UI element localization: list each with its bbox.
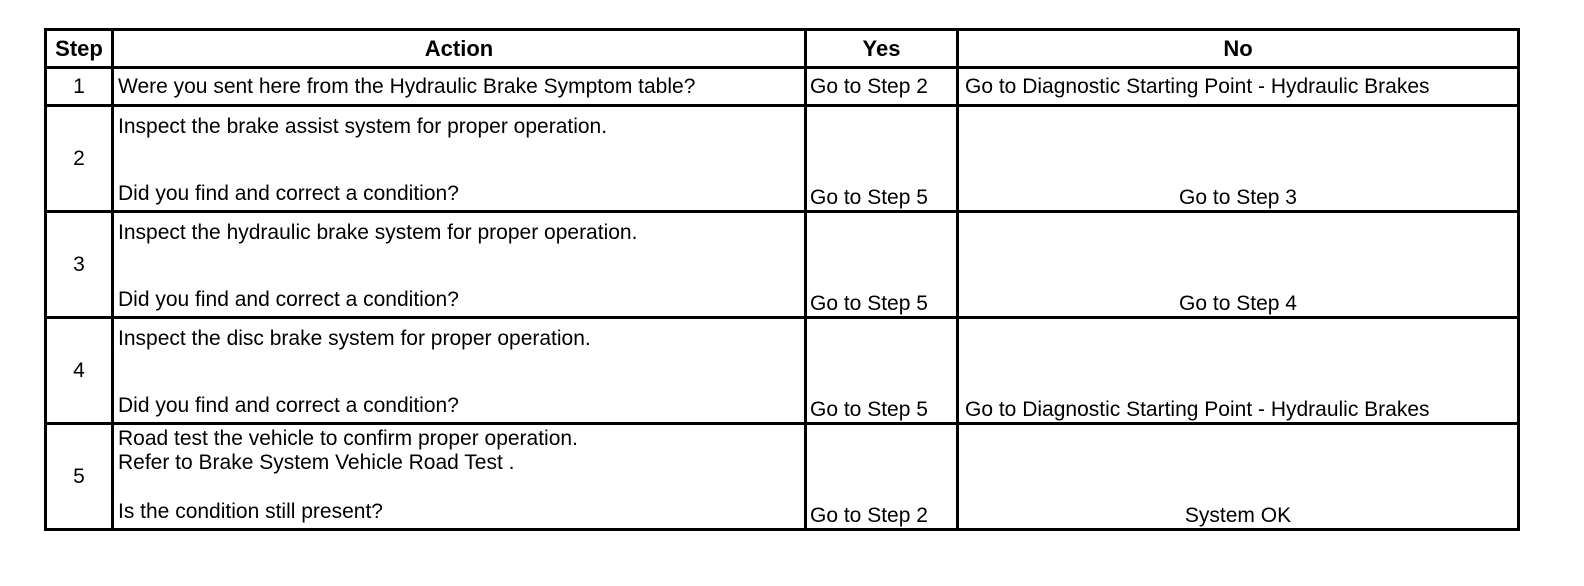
action-instruction-line: Road test the vehicle to confirm proper operation. xyxy=(118,427,578,450)
header-action: Action xyxy=(113,30,806,68)
action-question: Did you find and correct a condition? xyxy=(118,394,459,417)
step-number: 1 xyxy=(46,68,113,106)
action-instruction xyxy=(118,427,578,475)
no-result: Go to Diagnostic Starting Point - Hydraulic Brakes xyxy=(958,68,1519,106)
yes-result: Go to Step 5 xyxy=(806,212,958,318)
no-result: Go to Step 3 xyxy=(958,106,1519,212)
no-result: System OK xyxy=(958,424,1519,530)
action-text: Were you sent here from the Hydraulic Brake Symptom table? xyxy=(113,68,806,106)
yes-result: Go to Step 5 xyxy=(806,106,958,212)
action-instruction: Inspect the disc brake system for proper operation. xyxy=(118,327,591,350)
diagnostic-table xyxy=(44,28,1520,531)
action-question: Did you find and correct a condition? xyxy=(118,182,459,205)
no-result: Go to Step 4 xyxy=(958,212,1519,318)
action-question: Did you find and correct a condition? xyxy=(118,288,459,311)
step-number: 2 xyxy=(46,106,113,212)
step-number: 3 xyxy=(46,212,113,318)
header-step: Step xyxy=(46,30,113,68)
table-row xyxy=(46,68,1519,106)
step-number: 4 xyxy=(46,318,113,424)
action-question: Is the condition still present? xyxy=(118,500,383,523)
no-result: Go to Diagnostic Starting Point - Hydraulic Brakes xyxy=(958,318,1519,424)
action-cell xyxy=(113,106,806,212)
action-reference-line: Refer to Brake System Vehicle Road Test . xyxy=(118,451,515,474)
header-yes: Yes xyxy=(806,30,958,68)
table-row xyxy=(46,424,1519,530)
yes-result: Go to Step 2 xyxy=(806,68,958,106)
yes-result: Go to Step 2 xyxy=(806,424,958,530)
step-number: 5 xyxy=(46,424,113,530)
table-row xyxy=(46,212,1519,318)
action-instruction: Inspect the brake assist system for proper operation. xyxy=(118,115,608,138)
table-row xyxy=(46,106,1519,212)
header-row xyxy=(46,30,1519,68)
action-cell xyxy=(113,212,806,318)
action-cell xyxy=(113,318,806,424)
yes-result: Go to Step 5 xyxy=(806,318,958,424)
action-instruction: Inspect the hydraulic brake system for proper operation. xyxy=(118,221,638,244)
header-no: No xyxy=(958,30,1519,68)
action-cell xyxy=(113,424,806,530)
table-row xyxy=(46,318,1519,424)
